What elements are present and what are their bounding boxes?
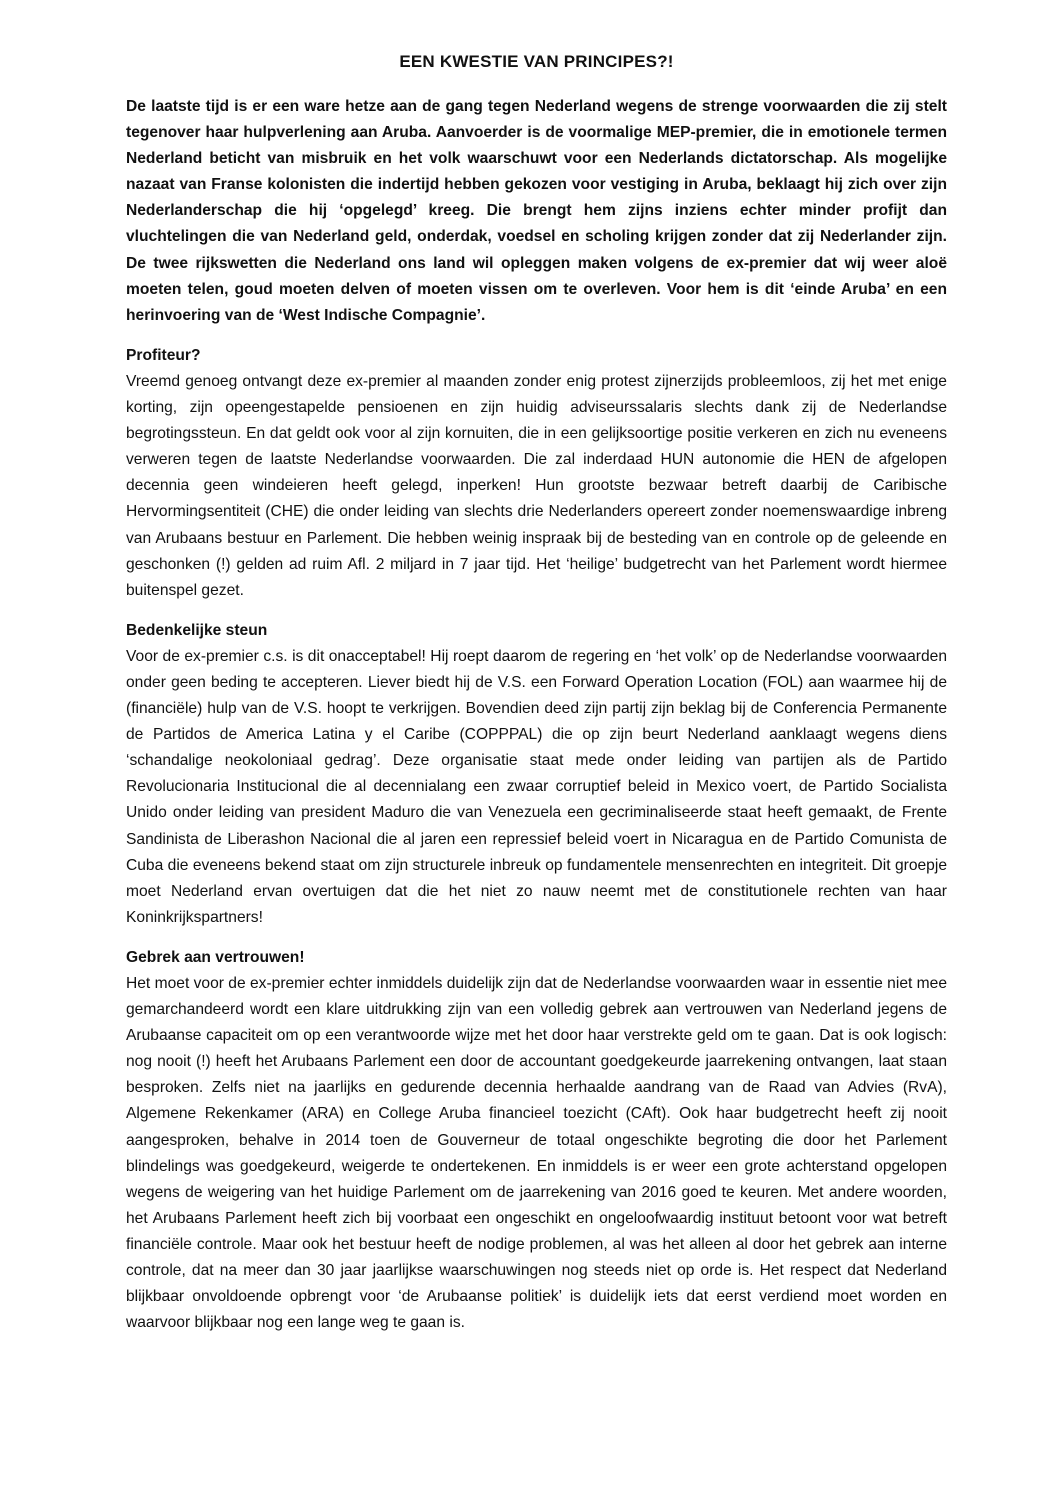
section-profiteur [126, 343, 947, 604]
document-page [126, 50, 947, 1350]
section-gebrek-aan-vertrouwen [126, 945, 947, 1336]
section-bedenkelijke-steun [126, 618, 947, 931]
intro-paragraph: De laatste tijd is er een ware hetze aan de gang tegen Nederland wegens de strenge voorwaarden die zij stelt tegenover haar hulpverlening aan Aruba. Aanvoerder is de voormalige MEP-premier, die in emotionele termen Nederland beticht van misbruik en het volk waarschuwt voor een Nederlands dictatorschap. Als mogelijke nazaat van Franse kolonisten die indertijd hebben gekozen voor vestiging in Aruba, beklaagt hij zich over zijn Nederlanderschap die hij ‘opgelegd’ kreeg. Die brengt hem zijns inziens echter minder profijt dan vluchtelingen die van Nederland geld, onderdak, voedsel en scholing krijgen zonder dat zij Nederlander zijn. De twee rijkswetten die Nederland ons land wil opleggen maken volgens de ex-premier dat wij weer aloë moeten telen, goud moeten delven of moeten vissen om te overleven. Voor hem is dit ‘einde Aruba’ en een herinvoering van de ‘West Indische Compagnie’. [126, 98, 947, 324]
section-heading: Bedenkelijke steun [126, 621, 268, 639]
document-title: EEN KWESTIE VAN PRINCIPES?! [399, 52, 674, 71]
section-body: Vreemd genoeg ontvangt deze ex-premier al maanden zonder enig protest zijnerzijds probleemloos, zij het met enige korting, zijn opeengestapelde pensioenen en zijn huidig adviseurssalaris slechts dank zij de Nederlandse begrotingssteun. En dat geldt ook voor al zijn kornuiten, die in een gelijksoortige positie verkeren en zich nu eveneens verweren tegen de laatste Nederlandse voorwaarden. Die zal inderdaad HUN autonomie die HEN de afgelopen decennia geen windeieren heeft gelegd, inperken! Hun grootste bezwaar betreft daarbij de Caribische Hervormingsentiteit (CHE) die onder leiding van slechts drie Nederlanders opereert zonder noemenswaardige inbreng van Arubaans bestuur en Parlement. Die hebben weinig inspraak bij de besteding van en controle op de geleende en geschonken (!) gelden ad ruim Afl. 2 miljard in 7 jaar tijd. Het ‘heilige’ budgetrecht van het Parlement wordt hiermee buitenspel gezet. [126, 372, 947, 599]
section-heading: Profiteur? [126, 346, 201, 364]
section-heading: Gebrek aan vertrouwen! [126, 948, 305, 966]
section-body: Voor de ex-premier c.s. is dit onacceptabel! Hij roept daarom de regering en ‘het volk’ op de Nederlandse voorwaarden onder geen beding te accepteren. Liever biedt hij de V.S. een Forward Operation Location (FOL) aan waarmee hij de (financiële) hulp van de V.S. hoopt te verkrijgen. Bovendien deed zijn partij zijn beklag bij de Conferencia Permanente de Partidos de America Latina y el Caribe (COPPPAL) die op zijn beurt Nederland aanklaagt wegens diens ‘schandalige neokoloniaal gedrag’. Deze organisatie staat mede onder leiding van partijen als de Partido Revolucionaria Institucional die al decennialang een zwaar corruptief beleid in Mexico voert, de Partido Socialista Unido onder leiding van president Maduro die van Venezuela een gecriminaliseerde staat heeft gemaakt, de Frente Sandinista de Liberashon Nacional die al jaren een repressief beleid voert in Nicaragua en de Partido Comunista de Cuba die eveneens bekend staat om zijn structurele inbreuk op fundamentele mensenrechten en integriteit. Dit groepje moet Nederland ervan overtuigen dat die het niet zo nauw neemt met de constitutionele rechten van haar Koninkrijkspartners! [126, 647, 947, 926]
section-body: Het moet voor de ex-premier echter inmiddels duidelijk zijn dat de Nederlandse voorwaarden waar in essentie niet mee gemarchandeerd wordt een klare uitdrukking zijn van een volledig gebrek aan vertrouwen van Nederland jegens de Arubaanse capaciteit om op een verantwoorde wijze met het door haar verstrekte geld om te gaan. Dat is ook logisch: nog nooit (!) heeft het Arubaans Parlement een door de accountant goedgekeurde jaarrekening ontvangen, laat staan besproken. Zelfs niet na jaarlijks en gedurende decennia herhaalde aandrang van de Raad van Advies (RvA), Algemene Rekenkamer (ARA) en College Aruba financieel toezicht (CAft). Ook haar budgetrecht heeft zij nooit aangesproken, behalve in 2014 toen de Gouverneur de totaal ongeschikte begroting die door het Parlement blindelings was goedgekeurd, weigerde te ondertekenen. En inmiddels is er weer een grote achterstand opgelopen wegens de weigering van het huidige Parlement om de jaarrekening van 2016 goed te keuren. Met andere woorden, het Arubaans Parlement heeft zich bij voorbaat een ongeschikt en ongeloofwaardig instituut betoont voor wat betreft financiële controle. Maar ook het bestuur heeft de nodige problemen, al was het alleen al door het gebrek aan interne controle, dat na meer dan 30 jaar jaarlijkse waarschuwingen nog steeds niet op orde is. Het respect dat Nederland blijkbaar onvoldoende opbrengt voor ‘de Arubaanse politiek’ is duidelijk iets dat eerst verdiend moet worden en waarvoor blijkbaar nog een lange weg te gaan is. [126, 975, 947, 1332]
